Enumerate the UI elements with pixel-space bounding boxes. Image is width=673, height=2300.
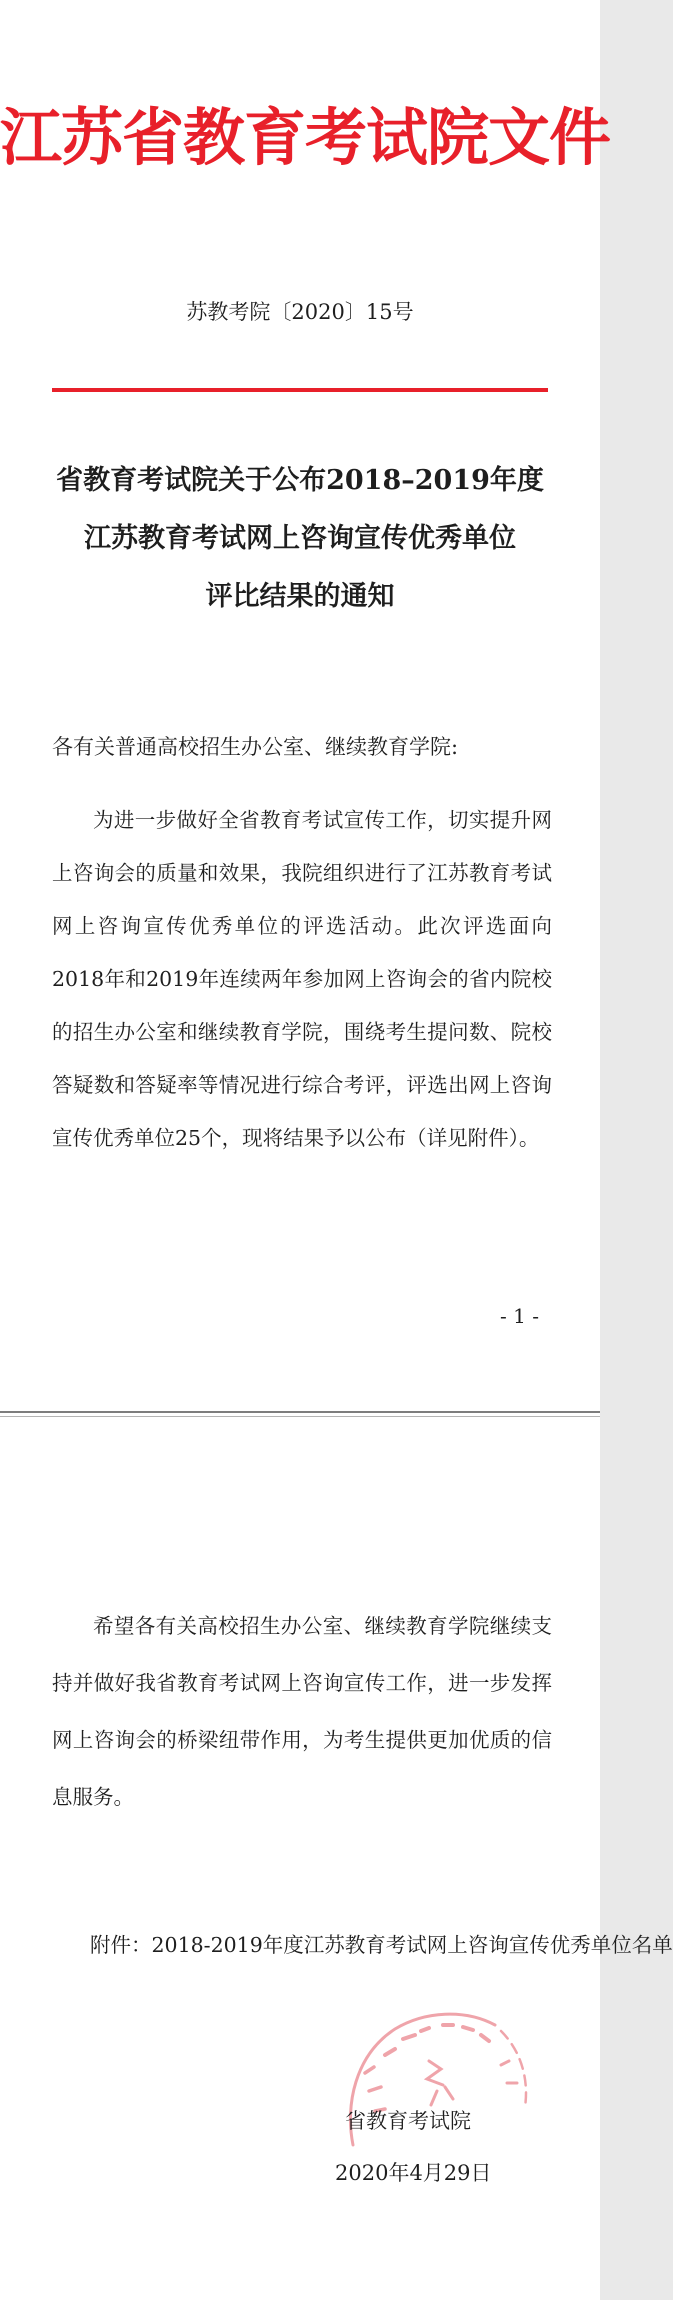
page-number: - 1 - — [500, 1304, 539, 1328]
body-paragraph-1: 为进一步做好全省教育考试宣传工作，切实提升网上咨询会的质量和效果，我院组织进行了江苏教育考试网上咨询宣传优秀单位的评选活动。此次评选面向2018年和2019年连续两年参加网上咨询会的省内院校的招生办公室和继续教育学院，围绕考生提问数、院校答疑数和答疑率等情况进行综合考评，评选出网上咨询宣传优秀单位25个，现将结果予以公布（详见附件）。 — [52, 808, 552, 1150]
page-separator-line — [0, 1411, 600, 1413]
official-seal-icon — [325, 1995, 545, 2185]
notice-title — [0, 452, 600, 626]
issue-date: 2020年4月29日 — [335, 2161, 492, 2185]
document-number: 苏教考院〔2020〕15号 — [186, 300, 414, 324]
notice-title-line-3: 评比结果的通知 — [205, 581, 395, 612]
document-header-title: 江苏省教育考试院文件 — [0, 101, 611, 174]
header-red-rule — [52, 388, 548, 392]
notice-title-line-1: 省教育考试院关于公布2018–2019年度 — [56, 465, 544, 496]
issuer-signature: 省教育考试院 — [345, 2109, 471, 2133]
addressee: 各有关普通高校招生办公室、继续教育学院: — [52, 735, 459, 759]
page-separator-line-thin — [0, 1416, 600, 1417]
attachment-note: 附件：2018-2019年度江苏教育考试网上咨询宣传优秀单位名单 — [90, 1933, 673, 1957]
page-separator — [0, 1390, 600, 1428]
notice-title-line-2: 江苏教育考试网上咨询宣传优秀单位 — [84, 523, 516, 554]
body-paragraph-2: 希望各有关高校招生办公室、继续教育学院继续支持并做好我省教育考试网上咨询宣传工作，进一步发挥网上咨询会的桥梁纽带作用，为考生提供更加优质的信息服务。 — [52, 1614, 552, 1809]
